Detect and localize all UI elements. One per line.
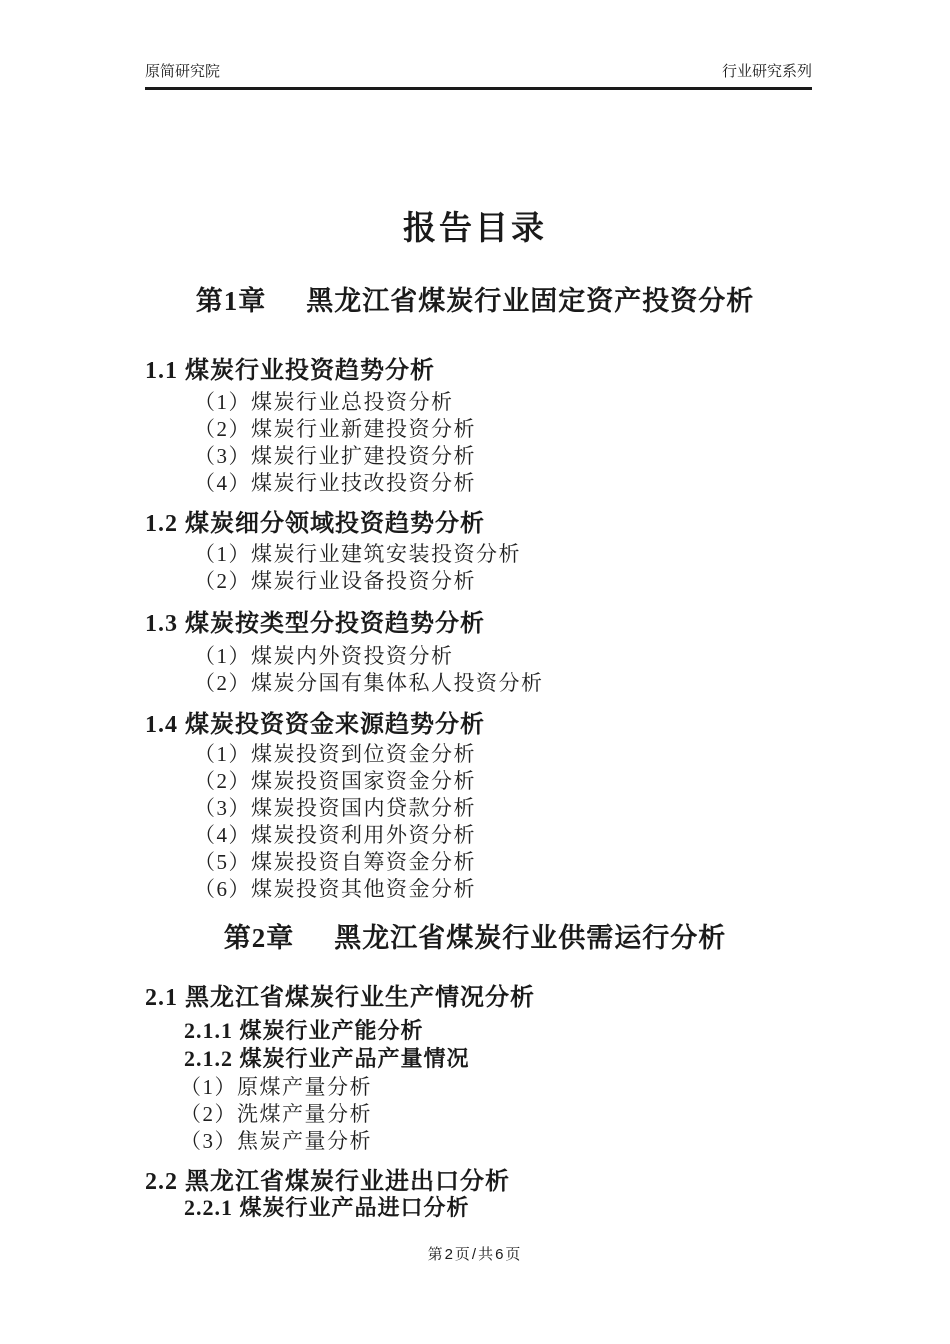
- toc-item: （1）煤炭投资到位资金分析: [194, 742, 476, 766]
- chapter-1-name: 黑龙江省煤炭行业固定资产投资分析: [306, 286, 755, 316]
- subsection-2-1-2-items: [180, 1074, 372, 1155]
- section-1-3-heading: 1.3 煤炭按类型分投资趋势分析: [145, 611, 485, 637]
- toc-item: （3）焦炭产量分析: [180, 1129, 372, 1153]
- section-1-2-heading: 1.2 煤炭细分领域投资趋势分析: [145, 511, 485, 537]
- toc-item: （2）煤炭行业新建投资分析: [194, 417, 476, 441]
- section-1-1-heading: 1.1 煤炭行业投资趋势分析: [145, 358, 435, 384]
- toc-item: （3）煤炭投资国内贷款分析: [194, 796, 476, 820]
- toc-item: （2）洗煤产量分析: [180, 1102, 372, 1126]
- toc-item: （4）煤炭行业技改投资分析: [194, 471, 476, 495]
- section-1-4-heading: 1.4 煤炭投资资金来源趋势分析: [145, 712, 485, 738]
- toc-item: （1）煤炭行业建筑安装投资分析: [194, 542, 521, 566]
- chapter-2-number: 第2章: [223, 923, 295, 953]
- section-2-2-heading: 2.2 黑龙江省煤炭行业进出口分析: [145, 1169, 510, 1195]
- chapter-1-number: 第1章: [195, 286, 267, 316]
- page-header: [145, 61, 812, 90]
- toc-item: （3）煤炭行业扩建投资分析: [194, 444, 476, 468]
- toc-item: （4）煤炭投资利用外资分析: [194, 823, 476, 847]
- toc-item: （1）煤炭行业总投资分析: [194, 390, 454, 414]
- subsection-2-2-1-heading: 2.2.1 煤炭行业产品进口分析: [184, 1195, 470, 1220]
- section-1-3-items: [194, 643, 544, 697]
- section-2-1-heading: 2.1 黑龙江省煤炭行业生产情况分析: [145, 985, 535, 1011]
- toc-item: （1）煤炭内外资投资分析: [194, 644, 454, 668]
- page-number-footer: 第2页/共6页: [427, 1246, 523, 1263]
- toc-item: （5）煤炭投资自筹资金分析: [194, 850, 476, 874]
- toc-item: （2）煤炭投资国家资金分析: [194, 769, 476, 793]
- chapter-2-name: 黑龙江省煤炭行业供需运行分析: [334, 923, 727, 953]
- subsection-2-1-2-heading: 2.1.2 煤炭行业产品产量情况: [184, 1046, 470, 1071]
- section-1-1-items: [194, 389, 476, 497]
- header-left-text: 原简研究院: [145, 63, 221, 80]
- toc-item: （2）煤炭行业设备投资分析: [194, 569, 476, 593]
- report-toc-title: 报告目录: [403, 211, 547, 247]
- toc-item: （6）煤炭投资其他资金分析: [194, 877, 476, 901]
- toc-item: （2）煤炭分国有集体私人投资分析: [194, 671, 544, 695]
- header-right-text: 行业研究系列: [721, 63, 812, 80]
- section-1-4-items: [194, 741, 476, 903]
- subsection-2-1-1-heading: 2.1.1 煤炭行业产能分析: [184, 1018, 424, 1043]
- toc-item: （1）原煤产量分析: [180, 1075, 372, 1099]
- section-1-2-items: [194, 541, 521, 595]
- chapter-2-heading: [0, 916, 950, 955]
- chapter-1-heading: [0, 279, 950, 318]
